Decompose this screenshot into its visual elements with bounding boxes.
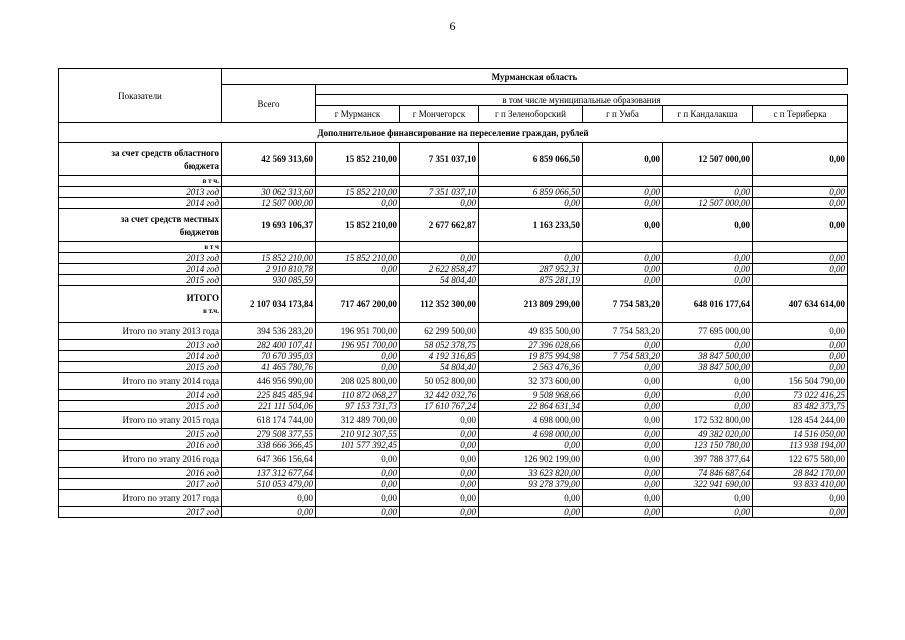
value-cell xyxy=(316,242,400,253)
value-cell: 0,00 xyxy=(316,479,400,490)
value-cell xyxy=(400,176,479,187)
value-cell: 0,00 xyxy=(753,507,848,518)
value-cell: 0,00 xyxy=(222,490,316,507)
value-cell: 112 352 300,00 xyxy=(400,286,479,323)
table-row xyxy=(59,390,848,401)
table-row xyxy=(59,176,848,187)
value-cell: 38 847 500,00 xyxy=(663,351,753,362)
value-cell: 7 754 583,20 xyxy=(583,323,663,340)
value-cell: 42 569 313,60 xyxy=(222,143,316,176)
value-cell: 0,00 xyxy=(753,351,848,362)
value-cell: 0,00 xyxy=(583,390,663,401)
value-cell: 0,00 xyxy=(753,253,848,264)
value-cell: 101 577 392,45 xyxy=(316,440,400,451)
table-row xyxy=(59,451,848,468)
row-label: ИТОГО в т.ч. xyxy=(59,286,222,323)
row-label: 2017 год xyxy=(59,507,222,518)
value-cell: 0,00 xyxy=(583,412,663,429)
value-cell: 0,00 xyxy=(583,362,663,373)
value-cell: 0,00 xyxy=(663,209,753,242)
value-cell xyxy=(753,176,848,187)
value-cell: 208 025 800,00 xyxy=(316,373,400,390)
value-cell: 22 864 631,34 xyxy=(479,401,583,412)
value-cell: 0,00 xyxy=(400,490,479,507)
value-cell: 407 634 614,00 xyxy=(753,286,848,323)
value-cell: 28 842 170,00 xyxy=(753,468,848,479)
value-cell: 0,00 xyxy=(400,468,479,479)
value-cell: 0,00 xyxy=(316,351,400,362)
value-cell xyxy=(479,242,583,253)
row-label: 2013 год xyxy=(59,187,222,198)
table-row xyxy=(59,479,848,490)
value-cell: 97 153 731,73 xyxy=(316,401,400,412)
value-cell: 19 875 994,98 xyxy=(479,351,583,362)
row-label: за счет средств местных бюджетов xyxy=(59,209,222,242)
table-row xyxy=(59,275,848,286)
value-cell: 0,00 xyxy=(753,490,848,507)
header-municipality: г п Зеленоборский xyxy=(479,106,583,123)
value-cell: 279 508 377,55 xyxy=(222,429,316,440)
value-cell: 32 373 600,00 xyxy=(479,373,583,390)
value-cell xyxy=(400,242,479,253)
value-cell: 7 754 583,20 xyxy=(583,351,663,362)
value-cell: 0,00 xyxy=(400,412,479,429)
value-cell: 394 536 283,20 xyxy=(222,323,316,340)
value-cell: 172 532 800,00 xyxy=(663,412,753,429)
value-cell: 0,00 xyxy=(663,187,753,198)
row-label: в т ч xyxy=(59,242,222,253)
value-cell: 137 312 677,64 xyxy=(222,468,316,479)
value-cell xyxy=(753,242,848,253)
value-cell: 0,00 xyxy=(400,507,479,518)
table-row xyxy=(59,340,848,351)
value-cell: 2 677 662,87 xyxy=(400,209,479,242)
value-cell xyxy=(663,242,753,253)
value-cell: 0,00 xyxy=(583,507,663,518)
value-cell: 930 085,59 xyxy=(222,275,316,286)
value-cell xyxy=(583,176,663,187)
header-municipality: с п Териберка xyxy=(753,106,848,123)
value-cell: 77 695 000,00 xyxy=(663,323,753,340)
value-cell: 0,00 xyxy=(316,490,400,507)
table-row xyxy=(59,187,848,198)
value-cell: 0,00 xyxy=(222,507,316,518)
value-cell: 17 610 767,24 xyxy=(400,401,479,412)
value-cell: 0,00 xyxy=(753,198,848,209)
row-label: Итого по этапу 2014 года xyxy=(59,373,222,390)
value-cell: 83 482 373,75 xyxy=(753,401,848,412)
row-label: 2016 год xyxy=(59,468,222,479)
row-label: в т ч. xyxy=(59,176,222,187)
value-cell: 9 508 968,66 xyxy=(479,390,583,401)
value-cell: 12 507 000,00 xyxy=(222,198,316,209)
value-cell: 93 278 379,00 xyxy=(479,479,583,490)
value-cell: 62 299 500,00 xyxy=(400,323,479,340)
value-cell: 446 956 990,00 xyxy=(222,373,316,390)
value-cell: 312 489 700,00 xyxy=(316,412,400,429)
table-row xyxy=(59,198,848,209)
value-cell: 49 835 500,00 xyxy=(479,323,583,340)
value-cell: 875 281,19 xyxy=(479,275,583,286)
value-cell: 4 698 000,00 xyxy=(479,412,583,429)
value-cell: 0,00 xyxy=(663,390,753,401)
value-cell: 282 400 107,41 xyxy=(222,340,316,351)
value-cell: 27 396 028,66 xyxy=(479,340,583,351)
value-cell: 0,00 xyxy=(479,440,583,451)
value-cell: 717 467 200,00 xyxy=(316,286,400,323)
value-cell: 41 465 780,76 xyxy=(222,362,316,373)
value-cell: 0,00 xyxy=(400,440,479,451)
value-cell: 0,00 xyxy=(316,264,400,275)
value-cell: 14 516 050,00 xyxy=(753,429,848,440)
value-cell: 0,00 xyxy=(753,209,848,242)
value-cell xyxy=(583,242,663,253)
row-label: 2015 год xyxy=(59,362,222,373)
value-cell: 0,00 xyxy=(583,373,663,390)
value-cell: 0,00 xyxy=(316,362,400,373)
value-cell: 7 351 037,10 xyxy=(400,187,479,198)
value-cell: 93 833 410,00 xyxy=(753,479,848,490)
header-municipality: г п Умба xyxy=(583,106,663,123)
value-cell: 0,00 xyxy=(479,507,583,518)
header-municipality: г Мончегорск xyxy=(400,106,479,123)
row-label: 2013 год xyxy=(59,253,222,264)
value-cell: 0,00 xyxy=(400,253,479,264)
table-row xyxy=(59,362,848,373)
value-cell xyxy=(222,176,316,187)
value-cell: 15 852 210,00 xyxy=(222,253,316,264)
value-cell: 0,00 xyxy=(753,143,848,176)
value-cell: 126 902 199,00 xyxy=(479,451,583,468)
value-cell: 49 382 020,00 xyxy=(663,429,753,440)
table-row xyxy=(59,490,848,507)
value-cell: 6 859 066,50 xyxy=(479,143,583,176)
value-cell: 0,00 xyxy=(583,451,663,468)
value-cell: 1 163 233,50 xyxy=(479,209,583,242)
value-cell: 74 846 687,64 xyxy=(663,468,753,479)
value-cell: 19 693 106,37 xyxy=(222,209,316,242)
value-cell: 648 016 177,64 xyxy=(663,286,753,323)
header-region: Мурманская область xyxy=(222,69,848,85)
value-cell: 0,00 xyxy=(663,340,753,351)
header-municipality: г п Кандалакша xyxy=(663,106,753,123)
value-cell: 287 952,31 xyxy=(479,264,583,275)
value-cell: 122 675 580,00 xyxy=(753,451,848,468)
value-cell: 128 454 244,00 xyxy=(753,412,848,429)
value-cell: 0,00 xyxy=(663,401,753,412)
value-cell: 12 507 000,00 xyxy=(663,143,753,176)
value-cell: 0,00 xyxy=(583,440,663,451)
value-cell: 0,00 xyxy=(663,253,753,264)
header-indicators: Показатели xyxy=(59,69,222,123)
value-cell: 0,00 xyxy=(583,468,663,479)
value-cell: 0,00 xyxy=(753,340,848,351)
value-cell xyxy=(222,242,316,253)
page-number: 6 xyxy=(449,19,456,33)
value-cell: 0,00 xyxy=(663,373,753,390)
value-cell: 0,00 xyxy=(663,275,753,286)
table-row xyxy=(59,323,848,340)
value-cell: 0,00 xyxy=(583,401,663,412)
row-label: 2017 год xyxy=(59,479,222,490)
table-row xyxy=(59,143,848,176)
value-cell: 0,00 xyxy=(583,490,663,507)
table-row xyxy=(59,401,848,412)
value-cell: 58 052 378,75 xyxy=(400,340,479,351)
value-cell: 0,00 xyxy=(753,362,848,373)
value-cell: 0,00 xyxy=(753,323,848,340)
value-cell: 73 022 416,25 xyxy=(753,390,848,401)
value-cell: 196 951 700,00 xyxy=(316,340,400,351)
value-cell: 510 053 479,00 xyxy=(222,479,316,490)
value-cell: 0,00 xyxy=(583,275,663,286)
value-cell: 322 941 690,00 xyxy=(663,479,753,490)
row-label: за счет средств областного бюджета xyxy=(59,143,222,176)
value-cell: 4 698 000,00 xyxy=(479,429,583,440)
row-label: Итого по этапу 2015 года xyxy=(59,412,222,429)
table-row xyxy=(59,242,848,253)
value-cell xyxy=(753,275,848,286)
value-cell: 12 507 000,00 xyxy=(663,198,753,209)
value-cell: 210 912 307,55 xyxy=(316,429,400,440)
row-label: Итого по этапу 2017 года xyxy=(59,490,222,507)
header-including: в том числе муниципальные образования xyxy=(316,95,848,106)
table-row xyxy=(59,412,848,429)
value-cell xyxy=(316,275,400,286)
value-cell: 0,00 xyxy=(583,479,663,490)
value-cell: 0,00 xyxy=(583,143,663,176)
value-cell: 2 622 858,47 xyxy=(400,264,479,275)
value-cell: 54 804,40 xyxy=(400,275,479,286)
table-row xyxy=(59,351,848,362)
value-cell: 0,00 xyxy=(400,429,479,440)
table-row xyxy=(59,209,848,242)
value-cell: 110 872 068,27 xyxy=(316,390,400,401)
value-cell: 4 192 316,85 xyxy=(400,351,479,362)
section-title: Дополнительное финансирование на переселение граждан, рублей xyxy=(59,123,848,143)
value-cell: 38 847 500,00 xyxy=(663,362,753,373)
value-cell: 0,00 xyxy=(583,429,663,440)
table-row xyxy=(59,286,848,323)
row-label: Итого по этапу 2016 года xyxy=(59,451,222,468)
value-cell: 33 623 820,00 xyxy=(479,468,583,479)
value-cell: 2 107 034 173,84 xyxy=(222,286,316,323)
value-cell: 221 111 504,06 xyxy=(222,401,316,412)
value-cell: 338 666 366,45 xyxy=(222,440,316,451)
value-cell: 213 809 299,00 xyxy=(479,286,583,323)
row-label: 2015 год xyxy=(59,275,222,286)
row-label: 2013 год xyxy=(59,340,222,351)
value-cell: 156 504 790,00 xyxy=(753,373,848,390)
value-cell: 15 852 210,00 xyxy=(316,187,400,198)
value-cell: 6 859 066,50 xyxy=(479,187,583,198)
value-cell: 0,00 xyxy=(753,187,848,198)
value-cell: 618 174 744,00 xyxy=(222,412,316,429)
value-cell: 2 910 810,78 xyxy=(222,264,316,275)
value-cell: 0,00 xyxy=(583,209,663,242)
value-cell: 647 366 156,64 xyxy=(222,451,316,468)
value-cell: 0,00 xyxy=(316,468,400,479)
value-cell: 0,00 xyxy=(479,253,583,264)
table-row xyxy=(59,253,848,264)
value-cell: 0,00 xyxy=(400,198,479,209)
row-label: 2015 год xyxy=(59,429,222,440)
row-label: 2014 год xyxy=(59,264,222,275)
value-cell: 0,00 xyxy=(479,490,583,507)
value-cell: 0,00 xyxy=(583,340,663,351)
value-cell: 0,00 xyxy=(400,479,479,490)
value-cell: 15 852 210,00 xyxy=(316,143,400,176)
table-row xyxy=(59,429,848,440)
table-row xyxy=(59,468,848,479)
table-row xyxy=(59,440,848,451)
value-cell: 7 351 037,10 xyxy=(400,143,479,176)
value-cell: 0,00 xyxy=(663,264,753,275)
value-cell: 54 804,40 xyxy=(400,362,479,373)
table-row xyxy=(59,264,848,275)
header-total: Всего xyxy=(222,85,316,123)
value-cell: 0,00 xyxy=(400,451,479,468)
row-label: 2016 год xyxy=(59,440,222,451)
value-cell: 123 150 780,00 xyxy=(663,440,753,451)
value-cell: 397 788 377,64 xyxy=(663,451,753,468)
value-cell: 196 951 700,00 xyxy=(316,323,400,340)
value-cell: 0,00 xyxy=(583,264,663,275)
finance-table xyxy=(58,68,848,518)
value-cell: 113 938 194,00 xyxy=(753,440,848,451)
value-cell xyxy=(663,176,753,187)
value-cell: 0,00 xyxy=(316,451,400,468)
value-cell: 0,00 xyxy=(663,490,753,507)
value-cell: 0,00 xyxy=(316,507,400,518)
row-label: Итого по этапу 2013 года xyxy=(59,323,222,340)
table-row xyxy=(59,507,848,518)
row-label: 2014 год xyxy=(59,390,222,401)
value-cell: 30 062 313,60 xyxy=(222,187,316,198)
row-label: 2014 год xyxy=(59,198,222,209)
value-cell: 225 845 485,94 xyxy=(222,390,316,401)
value-cell: 15 852 210,00 xyxy=(316,209,400,242)
value-cell: 0,00 xyxy=(753,264,848,275)
value-cell: 0,00 xyxy=(583,187,663,198)
value-cell: 50 052 800,00 xyxy=(400,373,479,390)
value-cell: 0,00 xyxy=(663,507,753,518)
value-cell: 2 563 476,36 xyxy=(479,362,583,373)
value-cell: 7 754 583,20 xyxy=(583,286,663,323)
value-cell xyxy=(479,176,583,187)
value-cell: 70 670 395,03 xyxy=(222,351,316,362)
value-cell: 32 442 032,76 xyxy=(400,390,479,401)
value-cell: 0,00 xyxy=(316,198,400,209)
header-municipality: г Мурманск xyxy=(316,106,400,123)
table-row xyxy=(59,373,848,390)
row-label: 2014 год xyxy=(59,351,222,362)
value-cell: 15 852 210,00 xyxy=(316,253,400,264)
value-cell: 0,00 xyxy=(583,253,663,264)
row-label: 2015 год xyxy=(59,401,222,412)
value-cell xyxy=(316,176,400,187)
value-cell: 0,00 xyxy=(479,198,583,209)
value-cell: 0,00 xyxy=(583,198,663,209)
